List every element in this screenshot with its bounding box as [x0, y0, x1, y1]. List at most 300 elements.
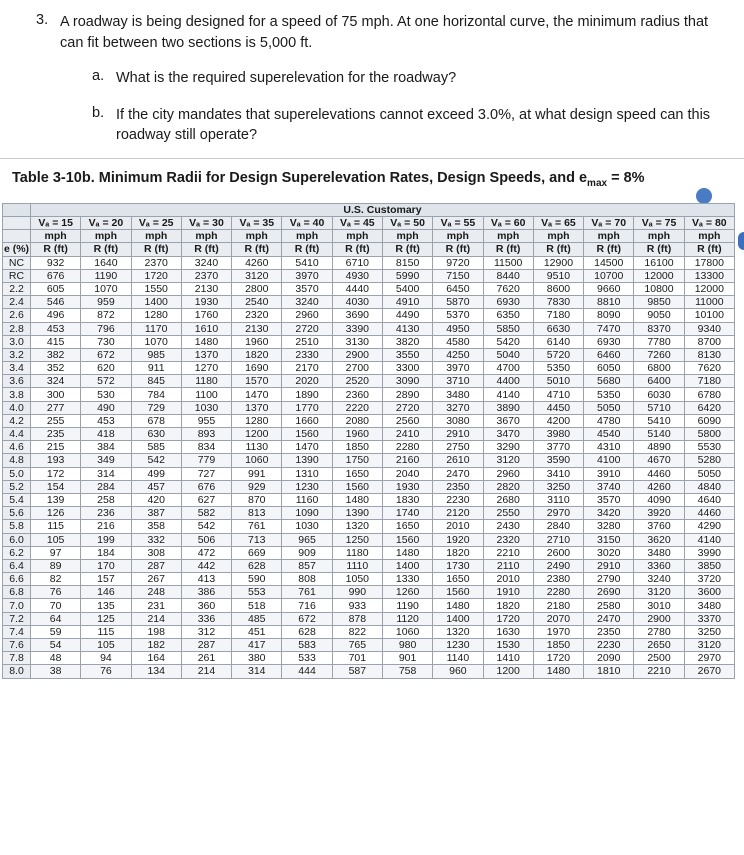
radius-cell: 82	[31, 573, 81, 586]
radius-cell: 5350	[584, 388, 634, 401]
radius-cell: 2010	[483, 573, 533, 586]
radius-cell: 676	[31, 269, 81, 282]
radius-cell: 2210	[634, 665, 684, 678]
radius-cell: 1270	[181, 362, 231, 375]
radius-cell: 9050	[634, 309, 684, 322]
radius-cell: 4700	[483, 362, 533, 375]
radius-cell: 6710	[332, 256, 382, 269]
radius-cell: 4200	[533, 414, 583, 427]
radius-cell: 9850	[634, 296, 684, 309]
radius-cell: 779	[181, 454, 231, 467]
radius-cell: 314	[232, 665, 282, 678]
radius-cell: 2130	[181, 282, 231, 295]
radius-cell: 1030	[181, 401, 231, 414]
radius-cell: 105	[31, 533, 81, 546]
radius-cell: 11500	[483, 256, 533, 269]
radius-cell: 4310	[584, 441, 634, 454]
radius-cell: 758	[382, 665, 432, 678]
radius-cell: 628	[282, 625, 332, 638]
radius-cell: 9340	[684, 322, 734, 335]
table-row	[3, 375, 735, 388]
e-value-cell: 4.6	[3, 441, 31, 454]
radius-cell: 3910	[584, 467, 634, 480]
radius-cell: 6450	[433, 282, 483, 295]
radius-cell: 12000	[684, 282, 734, 295]
radius-cell: 1720	[131, 269, 181, 282]
radius-cell: 761	[282, 586, 332, 599]
radius-cell: 3020	[584, 546, 634, 559]
radius-cell: 587	[332, 665, 382, 678]
radius-cell: 1850	[533, 639, 583, 652]
radius-cell: 1310	[282, 467, 332, 480]
e-value-cell: RC	[3, 269, 31, 282]
radius-cell: 2750	[433, 441, 483, 454]
speed-header: Vₐ = 70	[584, 217, 634, 230]
radius-cell: 3120	[634, 586, 684, 599]
radius-label-header: R (ft)	[181, 243, 231, 256]
radius-cell: 2330	[282, 348, 332, 361]
e-value-cell: 5.8	[3, 520, 31, 533]
radius-cell: 533	[282, 652, 332, 665]
radius-cell: 893	[181, 428, 231, 441]
radius-cell: 8440	[483, 269, 533, 282]
table-row	[3, 296, 735, 309]
radius-cell: 3740	[584, 480, 634, 493]
radius-cell: 1320	[433, 625, 483, 638]
table-row	[3, 665, 735, 678]
radius-cell: 1660	[282, 414, 332, 427]
radius-cell: 2220	[332, 401, 382, 414]
radius-cell: 518	[232, 599, 282, 612]
radius-label-header: R (ft)	[332, 243, 382, 256]
radius-cell: 457	[131, 480, 181, 493]
unit-header: mph	[584, 230, 634, 243]
radius-cell: 2890	[382, 388, 432, 401]
radius-cell: 2700	[332, 362, 382, 375]
radius-cell: 453	[81, 414, 131, 427]
radius-cell: 1530	[483, 639, 533, 652]
radius-cell: 3080	[433, 414, 483, 427]
unit-header: mph	[684, 230, 734, 243]
radius-cell: 542	[131, 454, 181, 467]
radius-cell: 97	[31, 546, 81, 559]
radius-cell: 1050	[332, 573, 382, 586]
radius-cell: 765	[332, 639, 382, 652]
table-row	[3, 401, 735, 414]
radius-cell: 2580	[584, 599, 634, 612]
radius-cell: 3360	[634, 559, 684, 572]
radius-cell: 472	[181, 546, 231, 559]
radius-cell: 4910	[382, 296, 432, 309]
radius-cell: 312	[181, 625, 231, 638]
e-label-header: e (%)	[3, 243, 30, 256]
radius-cell: 9720	[433, 256, 483, 269]
radius-cell: 872	[81, 309, 131, 322]
radius-cell: 1650	[332, 467, 382, 480]
radius-cell: 2690	[584, 586, 634, 599]
e-value-cell: 4.0	[3, 401, 31, 414]
radius-cell: 3300	[382, 362, 432, 375]
radius-label-header: R (ft)	[584, 243, 634, 256]
radius-cell: 261	[181, 652, 231, 665]
e-value-cell: 6.8	[3, 586, 31, 599]
radius-cell: 5010	[533, 375, 583, 388]
table-row	[3, 639, 735, 652]
table-row	[3, 348, 735, 361]
radius-cell: 417	[232, 639, 282, 652]
radius-cell: 2970	[684, 652, 734, 665]
radius-cell: 1960	[332, 428, 382, 441]
radius-cell: 453	[31, 322, 81, 335]
radius-cell: 672	[282, 612, 332, 625]
radius-cell: 2070	[533, 612, 583, 625]
radius-cell: 5710	[634, 401, 684, 414]
radius-cell: 933	[332, 599, 382, 612]
radius-cell: 360	[181, 599, 231, 612]
table-row	[3, 414, 735, 427]
e-value-cell: 8.0	[3, 665, 31, 678]
unit-header: mph	[81, 230, 131, 243]
radius-cell: 590	[232, 573, 282, 586]
radius-cell: 14500	[584, 256, 634, 269]
radius-cell: 1770	[282, 401, 332, 414]
radius-cell: 4930	[332, 269, 382, 282]
scroll-handle[interactable]	[738, 232, 744, 250]
radius-cell: 1410	[483, 652, 533, 665]
radius-cell: 1370	[232, 401, 282, 414]
radius-cell: 11000	[684, 296, 734, 309]
radius-cell: 3570	[584, 493, 634, 506]
radius-cell: 126	[31, 507, 81, 520]
radius-cell: 1370	[181, 348, 231, 361]
radius-cell: 1920	[433, 533, 483, 546]
table-row	[3, 586, 735, 599]
radius-cell: 3600	[684, 586, 734, 599]
e-value-cell: 2.8	[3, 322, 31, 335]
radius-cell: 870	[232, 493, 282, 506]
radius-cell: 182	[131, 639, 181, 652]
table-row	[3, 467, 735, 480]
e-value-cell: 7.2	[3, 612, 31, 625]
radius-cell: 1280	[232, 414, 282, 427]
radius-cell: 2560	[382, 414, 432, 427]
radius-cell: 5140	[634, 428, 684, 441]
radius-cell: 5720	[533, 348, 583, 361]
radius-cell: 857	[282, 559, 332, 572]
radius-cell: 4580	[433, 335, 483, 348]
speed-header: Vₐ = 40	[282, 217, 332, 230]
radius-cell: 8130	[684, 348, 734, 361]
radius-cell: 4490	[382, 309, 432, 322]
radius-cell: 1570	[232, 375, 282, 388]
table-row	[3, 480, 735, 493]
radius-cell: 125	[81, 612, 131, 625]
e-value-cell: 7.0	[3, 599, 31, 612]
part-b-text: If the city mandates that superelevations cannot exceed 3.0%, at what design speed can this roadway still operate?	[116, 107, 711, 143]
radius-cell: 3280	[584, 520, 634, 533]
radius-cell: 255	[31, 414, 81, 427]
radius-cell: 672	[81, 348, 131, 361]
table-row	[3, 309, 735, 322]
radius-cell: 6090	[684, 414, 734, 427]
radius-cell: 676	[181, 480, 231, 493]
radius-cell: 1480	[382, 546, 432, 559]
radius-cell: 6030	[634, 388, 684, 401]
radius-cell: 1930	[181, 296, 231, 309]
radius-cell: 929	[232, 480, 282, 493]
radius-cell: 2280	[382, 441, 432, 454]
radius-cell: 3250	[533, 480, 583, 493]
radius-cell: 960	[433, 665, 483, 678]
radius-label-header: R (ft)	[131, 243, 181, 256]
radius-cell: 12900	[533, 256, 583, 269]
radius-cell: 808	[282, 573, 332, 586]
radius-cell: 909	[282, 546, 332, 559]
radius-cell: 7620	[483, 282, 533, 295]
radius-cell: 1390	[282, 454, 332, 467]
speed-header: Vₐ = 25	[131, 217, 181, 230]
e-value-cell: 4.2	[3, 414, 31, 427]
radius-cell: 2710	[533, 533, 583, 546]
radius-cell: 3240	[181, 256, 231, 269]
speed-header: Vₐ = 50	[382, 217, 432, 230]
radius-cell: 199	[81, 533, 131, 546]
speed-header: Vₐ = 55	[433, 217, 483, 230]
radius-cell: 3480	[684, 599, 734, 612]
radius-cell: 70	[31, 599, 81, 612]
radius-cell: 3890	[483, 401, 533, 414]
radius-cell: 627	[181, 493, 231, 506]
radius-cell: 336	[181, 612, 231, 625]
radius-cell: 1250	[332, 533, 382, 546]
radius-cell: 932	[31, 256, 81, 269]
radius-cell: 3130	[332, 335, 382, 348]
radius-cell: 10100	[684, 309, 734, 322]
header-speed-row	[3, 217, 735, 230]
table-row	[3, 269, 735, 282]
radius-cell: 4460	[634, 467, 684, 480]
radius-cell: 48	[31, 652, 81, 665]
radius-cell: 1070	[131, 335, 181, 348]
radius-cell: 8150	[382, 256, 432, 269]
corner-cell	[3, 204, 31, 217]
radius-cell: 5680	[584, 375, 634, 388]
radius-cell: 1910	[483, 586, 533, 599]
radius-cell: 796	[81, 322, 131, 335]
radius-cell: 5280	[684, 454, 734, 467]
radius-cell: 3110	[533, 493, 583, 506]
radius-cell: 3570	[282, 282, 332, 295]
radius-cell: 6140	[533, 335, 583, 348]
table-row	[3, 256, 735, 269]
radius-cell: 3710	[433, 375, 483, 388]
radius-cell: 3250	[684, 625, 734, 638]
radius-cell: 2080	[332, 414, 382, 427]
radius-cell: 530	[81, 388, 131, 401]
part-b-label: b.	[92, 105, 105, 121]
radius-cell: 1560	[433, 586, 483, 599]
radius-cell: 1400	[131, 296, 181, 309]
radius-cell: 287	[131, 559, 181, 572]
radius-cell: 506	[181, 533, 231, 546]
radius-cell: 2910	[433, 428, 483, 441]
table-row	[3, 441, 735, 454]
radius-cell: 2470	[584, 612, 634, 625]
radius-cell: 1970	[533, 625, 583, 638]
radius-cell: 2790	[584, 573, 634, 586]
radius-cell: 1890	[282, 388, 332, 401]
radius-cell: 17800	[684, 256, 734, 269]
corner-cell	[3, 230, 31, 243]
radius-cell: 1480	[433, 599, 483, 612]
radius-cell: 6050	[584, 362, 634, 375]
radius-cell: 5040	[483, 348, 533, 361]
radius-cell: 2410	[382, 428, 432, 441]
radius-cell: 1760	[181, 309, 231, 322]
radius-cell: 701	[332, 652, 382, 665]
table-row	[3, 573, 735, 586]
radius-cell: 1550	[131, 282, 181, 295]
radius-cell: 2320	[483, 533, 533, 546]
radius-cell: 1960	[232, 335, 282, 348]
radius-cell: 451	[232, 625, 282, 638]
table-row	[3, 599, 735, 612]
radius-cell: 267	[131, 573, 181, 586]
radius-cell: 418	[81, 428, 131, 441]
e-value-cell: 3.6	[3, 375, 31, 388]
radius-cell: 135	[81, 599, 131, 612]
radius-cell: 1120	[382, 612, 432, 625]
radius-cell: 76	[31, 586, 81, 599]
table-row	[3, 322, 735, 335]
radius-cell: 1400	[382, 559, 432, 572]
radius-cell: 3120	[232, 269, 282, 282]
unit-header: mph	[181, 230, 231, 243]
radius-cell: 4090	[634, 493, 684, 506]
radius-label-header: R (ft)	[31, 243, 81, 256]
radius-cell: 2320	[232, 309, 282, 322]
radius-cell: 1190	[382, 599, 432, 612]
radius-cell: 713	[232, 533, 282, 546]
radius-cell: 5400	[382, 282, 432, 295]
radius-cell: 444	[282, 665, 332, 678]
header-label-row	[3, 243, 735, 256]
question-number: 3.	[36, 12, 49, 28]
table-row	[3, 454, 735, 467]
radius-cell: 496	[31, 309, 81, 322]
radius-cell: 4640	[684, 493, 734, 506]
radius-cell: 300	[31, 388, 81, 401]
radius-cell: 605	[31, 282, 81, 295]
part-a-label: a.	[92, 68, 105, 84]
table-row	[3, 388, 735, 401]
table-row	[3, 335, 735, 348]
e-value-cell: 7.8	[3, 652, 31, 665]
radius-cell: 314	[81, 467, 131, 480]
radius-cell: 5850	[483, 322, 533, 335]
radius-cell: 990	[332, 586, 382, 599]
radius-label-header: R (ft)	[433, 243, 483, 256]
e-value-cell: 3.0	[3, 335, 31, 348]
radius-cell: 4260	[634, 480, 684, 493]
cursor-circle-icon	[696, 188, 712, 204]
radius-cell: 2380	[533, 573, 583, 586]
radius-cell: 3990	[684, 546, 734, 559]
radius-cell: 2610	[433, 454, 483, 467]
radius-cell: 784	[131, 388, 181, 401]
radius-cell: 384	[81, 441, 131, 454]
radius-cell: 582	[181, 507, 231, 520]
e-value-cell: 2.4	[3, 296, 31, 309]
radius-cell: 10700	[584, 269, 634, 282]
radius-cell: 2170	[282, 362, 332, 375]
radius-cell: 64	[31, 612, 81, 625]
unit-header: mph	[232, 230, 282, 243]
radius-cell: 730	[81, 335, 131, 348]
radius-cell: 3690	[332, 309, 382, 322]
header-system-row	[3, 204, 735, 217]
radius-cell: 3090	[382, 375, 432, 388]
radius-cell: 2720	[382, 401, 432, 414]
radius-cell: 9510	[533, 269, 583, 282]
radius-cell: 277	[31, 401, 81, 414]
radius-cell: 6630	[533, 322, 583, 335]
radius-cell: 620	[81, 362, 131, 375]
radius-cell: 4460	[684, 507, 734, 520]
radius-cell: 911	[131, 362, 181, 375]
radius-cell: 10800	[634, 282, 684, 295]
radius-cell: 1400	[433, 612, 483, 625]
radius-cell: 2350	[433, 480, 483, 493]
radius-cell: 4400	[483, 375, 533, 388]
radius-cell: 3480	[433, 388, 483, 401]
radius-cell: 352	[31, 362, 81, 375]
radius-cell: 258	[81, 493, 131, 506]
radius-cell: 59	[31, 625, 81, 638]
radius-cell: 3120	[483, 454, 533, 467]
radius-label-header: R (ft)	[81, 243, 131, 256]
speed-header: Vₐ = 15	[31, 217, 81, 230]
radius-cell: 3410	[533, 467, 583, 480]
radius-cell: 5870	[433, 296, 483, 309]
speed-header: Vₐ = 80	[684, 217, 734, 230]
speed-header: Vₐ = 30	[181, 217, 231, 230]
table-row	[3, 493, 735, 506]
radius-cell: 89	[31, 559, 81, 572]
radius-cell: 2970	[533, 507, 583, 520]
radius-cell: 813	[232, 507, 282, 520]
unit-header: mph	[131, 230, 181, 243]
radius-cell: 5050	[584, 401, 634, 414]
radius-cell: 3970	[433, 362, 483, 375]
radius-cell: 1070	[81, 282, 131, 295]
radius-cell: 9660	[584, 282, 634, 295]
radius-cell: 1130	[232, 441, 282, 454]
radius-cell: 4710	[533, 388, 583, 401]
speed-header: Vₐ = 60	[483, 217, 533, 230]
radius-cell: 387	[131, 507, 181, 520]
radius-cell: 4290	[684, 520, 734, 533]
radius-cell: 172	[31, 467, 81, 480]
section-divider	[0, 158, 744, 159]
radius-cell: 6930	[483, 296, 533, 309]
table-row	[3, 507, 735, 520]
radius-cell: 678	[131, 414, 181, 427]
radius-cell: 7180	[533, 309, 583, 322]
radius-cell: 546	[31, 296, 81, 309]
radius-cell: 991	[232, 467, 282, 480]
radius-cell: 4450	[533, 401, 583, 414]
